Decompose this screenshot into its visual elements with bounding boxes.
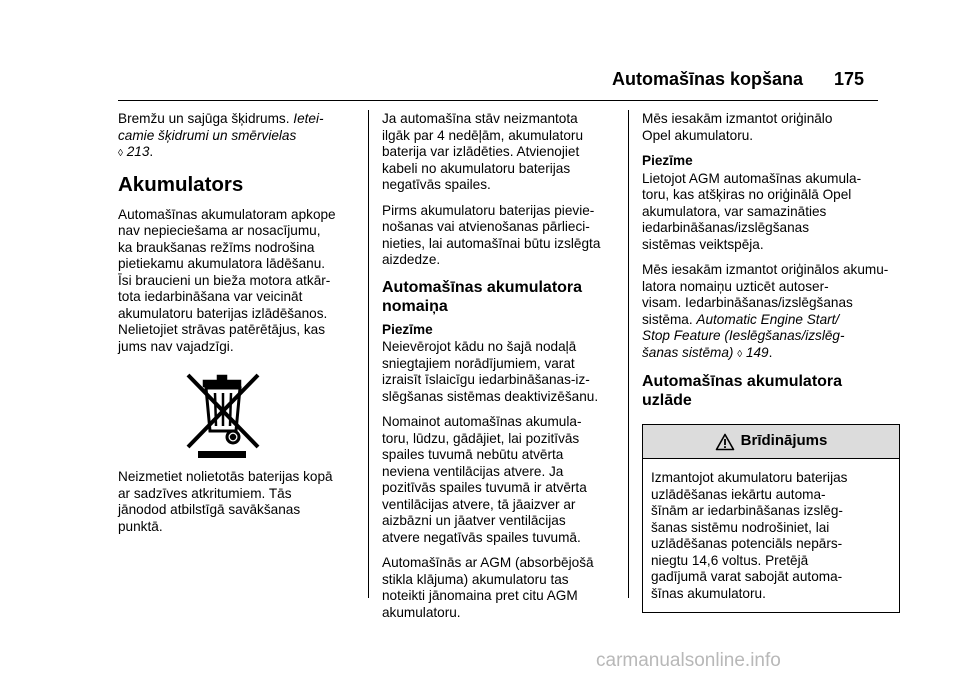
text-line: uzlāde <box>642 392 692 409</box>
text-line: punktā. <box>118 518 163 534</box>
text-line: latora nomaiņu uzticēt autoser- <box>642 278 829 294</box>
text-line: iedarbināšanas/izslēgšanas <box>642 220 810 235</box>
note-replacement <box>382 322 622 406</box>
text-line: Automašīnas akumulatoram apkope <box>118 206 336 222</box>
text-line: ka braukšanas režīms nodrošina <box>118 239 315 255</box>
text-line: Automašīnas akumulatora <box>382 278 583 296</box>
page-ref-arrow-icon: ◊ <box>737 348 743 360</box>
text-line: Nelietojiet strāvas patērētājus, kas <box>118 322 326 337</box>
text-line: pietiekamu akumulatora lādēšanu. <box>118 256 326 271</box>
feature-link-text: šanas sistēma) <box>642 344 734 360</box>
text-line: toru, lūdzu, gādājiet, lai pozitīvās <box>382 430 580 446</box>
warning-title: Brīdinājums <box>740 432 828 450</box>
section-heading-battery-charging <box>642 372 882 410</box>
text-line: šanas sistēma) ◊ 149. <box>642 344 773 360</box>
paragraph-battery-maintenance <box>118 207 358 356</box>
text-line: ventilācijas atvere, tā jāaizver ar <box>382 496 576 512</box>
crossed-out-wheelie-bin-icon <box>174 371 270 459</box>
text-line: Nomainot automašīnas akumula- <box>382 414 582 429</box>
text-line: nav nepieciešama ar nosacījumu, <box>118 223 321 238</box>
column-divider-2 <box>628 110 629 598</box>
text-line: Mēs iesakām izmantot oriģinālo <box>642 111 833 126</box>
paragraph-ignition <box>382 203 622 269</box>
warning-body <box>643 459 899 612</box>
text-line: aizbāzni un jāatver ventilācijas <box>382 513 566 528</box>
text-line: negatīvās spailes. <box>382 177 491 192</box>
intro-paragraph: Bremžu un sajūga šķidrums. Ietei- camie šķidrumi un smērvielas ◊ 213. <box>118 111 358 163</box>
text-line: Neizmetiet nolietotās baterijas kopā <box>118 469 333 484</box>
paragraph-battery-disposal <box>118 469 358 535</box>
text-line: šanas sistēmu nodrošiniet, lai <box>651 519 830 535</box>
text-line: kabeli no akumulatoru baterijas <box>382 160 571 176</box>
text-line: sniegtajiem norādījumiem, varat <box>382 355 575 371</box>
text-line: jums nav vajadzīgi. <box>118 338 234 354</box>
text-line: visam. Iedarbināšanas/izslēgšanas <box>642 295 853 310</box>
page-ref[interactable]: 213 <box>126 144 150 159</box>
text-line: Mēs iesakām izmantot oriģinālos akumu- <box>642 262 889 277</box>
text-line: ilgāk par 4 nedēļām, akumulatoru <box>382 127 583 143</box>
text-line: spailes tuvumā nebūtu atvērta <box>382 447 564 462</box>
text-line: Pirms akumulatoru baterijas pievie- <box>382 202 595 218</box>
text-line: akumulatoru. <box>382 604 461 620</box>
page-number: 175 <box>834 69 865 89</box>
text-line: Izmantojot akumulatoru baterijas <box>651 470 848 485</box>
section-heading-battery-replacement <box>382 278 622 316</box>
text-line: atvere negatīvās spailes tuvumā. <box>382 529 581 545</box>
text-line: aizdedze. <box>382 252 441 267</box>
text-line: Opel akumulatoru. <box>642 127 754 143</box>
text-line: neviena ventilācijas atvere. Ja <box>382 463 564 479</box>
section-heading-akumulators: Akumulators <box>118 172 244 196</box>
text-line: uzlādēšanas iekārtu automa- <box>651 486 826 502</box>
text-line: niegtu 14,6 voltus. Pretējā <box>651 552 809 568</box>
feature-link-text: Stop Feature (Ieslēgšanas/izslēg- <box>642 328 845 343</box>
text-line: akumulatora, var samazināties <box>642 203 827 219</box>
text-line: sistēma. Automatic Engine Start/ <box>642 311 840 327</box>
text-line: nieties, lai automašīnai būtu izslēgta <box>382 235 601 251</box>
text-line: šīnām ar iedarbināšanas izslēg- <box>651 503 843 518</box>
text-line: sistēmas veiktspēja. <box>642 236 764 252</box>
text-line: akumulatoru baterijas izlādēšanos. <box>118 305 328 321</box>
paragraph-agm <box>382 555 622 621</box>
text-line: slēgšanas sistēmas deaktivizēšanu. <box>382 388 599 404</box>
column-1 <box>118 111 358 544</box>
text-line: Automašīnas akumulatora <box>642 373 843 390</box>
page-ref-arrow-icon: ◊ <box>118 148 123 159</box>
text-line: Lietojot AGM automašīnas akumula- <box>642 170 862 186</box>
page-ref[interactable]: 149 <box>745 344 769 360</box>
paragraph-original-battery <box>642 111 882 144</box>
column-2 <box>382 111 622 630</box>
text-line: šīnas akumulatoru. <box>651 585 766 601</box>
text-line: nomaiņa <box>382 297 448 315</box>
watermark: carmanualsonline.info <box>596 650 781 671</box>
text-line: tota iedarbināšana var veicināt <box>118 289 303 304</box>
text-line: stikla klājuma) akumulatoru tas <box>382 571 569 587</box>
text-line: jānodod atbilstīgā savākšanas <box>118 502 301 517</box>
text-line: baterija var izlādēties. Atvienojiet <box>382 144 580 159</box>
text-line: ar sadzīves atkritumiem. Tās <box>118 485 292 501</box>
text-line: gadījumā varat sabojāt automa- <box>651 569 843 584</box>
text-line: Ja automašīna stāv neizmantota <box>382 111 578 126</box>
note-agm <box>642 153 882 253</box>
text-line: Neievērojot kādu no šajā nodaļā <box>382 339 577 354</box>
text-line: Īsi braucieni un bieža motora atkār- <box>118 272 331 288</box>
paragraph-vent-openings <box>382 414 622 546</box>
paragraph-service <box>642 262 889 363</box>
intro-link-text: Ietei- <box>293 111 324 126</box>
warning-triangle-icon <box>715 433 735 451</box>
text-line: nošanas vai atvienošanas pārlieci- <box>382 219 590 234</box>
warning-header <box>643 425 899 459</box>
intro-text: Bremžu un sajūga šķidrums. <box>118 111 290 126</box>
warning-box <box>642 424 900 613</box>
note-label: Piezīme <box>642 153 693 168</box>
text-line: pozitīvās spailes tuvumā ir atvērta <box>382 480 587 495</box>
note-label: Piezīme <box>382 321 433 337</box>
page-header-title: Automašīnas kopšana <box>612 69 804 89</box>
text-line: Automašīnās ar AGM (absorbējošā <box>382 555 594 570</box>
column-divider-1 <box>368 110 369 598</box>
header-rule <box>118 100 878 101</box>
feature-link-text: Automatic Engine Start/ <box>696 311 840 327</box>
text-line: izraisīt īslaicīgu iedarbināšanas-iz- <box>382 372 590 387</box>
column-3 <box>642 111 889 613</box>
text-line: toru, kas atšķiras no oriģinālā Opel <box>642 187 852 202</box>
text-line: uzlādēšanas potenciāls nepārs- <box>651 536 843 551</box>
intro-link-text-2: camie šķidrumi un smērvielas <box>118 127 297 143</box>
text-line: noteikti jānomaina pret citu AGM <box>382 588 578 603</box>
paragraph-storage <box>382 111 622 194</box>
